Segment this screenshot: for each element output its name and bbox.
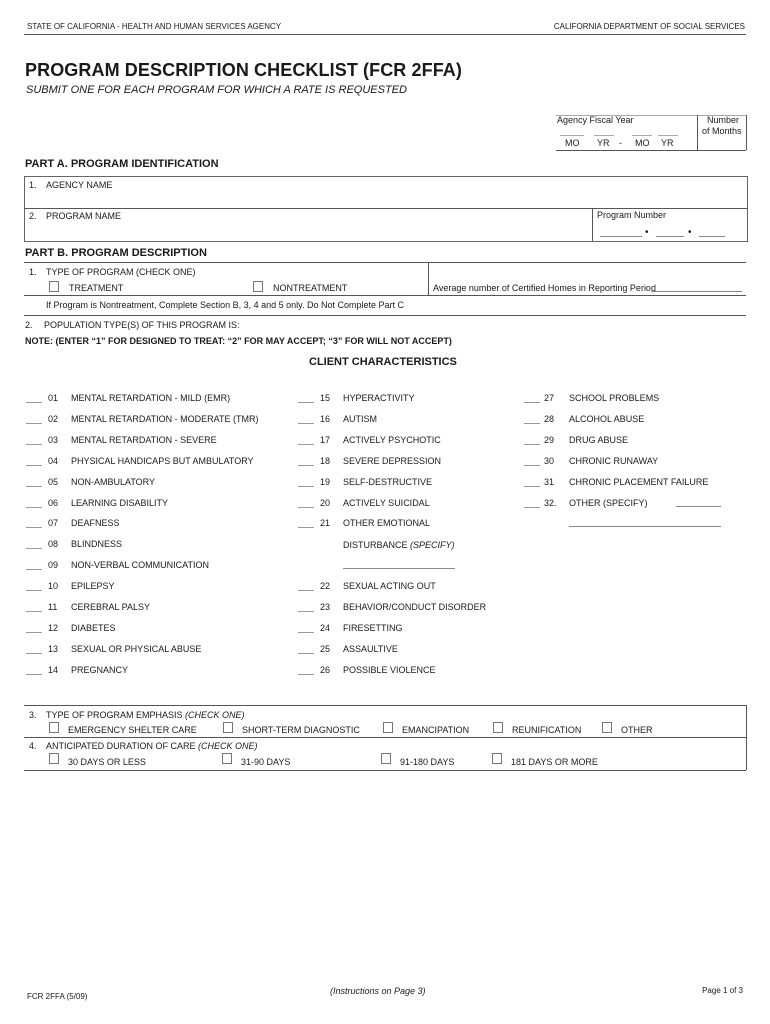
- agency-num: 1.: [29, 180, 37, 190]
- characteristic-number: 31: [544, 476, 555, 487]
- characteristic-number: 24: [320, 622, 331, 633]
- characteristic-label: SEXUAL OR PHYSICAL ABUSE: [71, 643, 202, 654]
- dur-option-label: 91-180 DAYS: [400, 757, 455, 767]
- characteristic-label: MENTAL RETARDATION - MODERATE (TMR): [71, 413, 259, 424]
- characteristic-entry-field[interactable]: [26, 674, 42, 675]
- characteristic-label: SELF-DESTRUCTIVE: [343, 476, 433, 487]
- type-num: 1.: [29, 267, 37, 277]
- characteristic-label: CHRONIC RUNAWAY: [569, 455, 659, 466]
- agency-name-label[interactable]: AGENCY NAME: [46, 180, 113, 190]
- characteristic-label: NON-AMBULATORY: [71, 476, 156, 487]
- characteristic-label: CEREBRAL PALSY: [71, 602, 151, 612]
- part-a-box: [24, 176, 748, 242]
- characteristic-entry-field[interactable]: [524, 486, 540, 487]
- emph-checkbox-4[interactable]: [602, 722, 612, 733]
- characteristic-entry-field[interactable]: [524, 465, 540, 466]
- characteristic-entry-field[interactable]: [26, 486, 42, 487]
- characteristic-entry-field[interactable]: [26, 548, 42, 549]
- disturbance-label: DISTURBANCE (SPECIFY): [343, 540, 455, 550]
- characteristic-label: NON-VERBAL COMMUNICATION: [71, 560, 210, 571]
- emph-option-label: EMANCIPATION: [402, 725, 470, 735]
- characteristic-label: MENTAL RETARDATION - SEVERE: [71, 434, 217, 445]
- characteristic-entry-field[interactable]: [26, 632, 42, 633]
- characteristic-number: 18: [320, 455, 331, 466]
- characteristic-label: ASSAULTIVE: [343, 643, 398, 654]
- emph-option-label: EMERGENCY SHELTER CARE: [68, 725, 197, 735]
- characteristic-number: 02: [48, 413, 59, 424]
- characteristic-entry-field[interactable]: [298, 423, 314, 424]
- page-subtitle: SUBMIT ONE FOR EACH PROGRAM FOR WHICH A RATE IS REQUESTED: [26, 84, 407, 96]
- program-number-bullet-1: •: [645, 227, 649, 238]
- population-num: 2.: [25, 320, 33, 330]
- characteristic-label: FIRESETTING: [343, 622, 403, 633]
- nontreatment-checkbox[interactable]: [253, 281, 263, 292]
- characteristic-label: OTHER (SPECIFY): [569, 497, 648, 508]
- agency-header: STATE OF CALIFORNIA - HEALTH AND HUMAN SERVICES AGENCY: [27, 22, 282, 31]
- treatment-label: TREATMENT: [69, 283, 124, 293]
- characteristic-entry-field[interactable]: [26, 611, 42, 612]
- treatment-checkbox[interactable]: [49, 281, 59, 292]
- characteristic-label: MENTAL RETARDATION - MILD (EMR): [71, 393, 231, 403]
- characteristic-number: 08: [48, 539, 59, 550]
- characteristic-number: 26: [320, 664, 331, 675]
- form-number: FCR 2FFA (5/09): [27, 992, 88, 1001]
- characteristic-entry-field[interactable]: [26, 444, 42, 445]
- emphasis-label: TYPE OF PROGRAM EMPHASIS (CHECK ONE): [46, 710, 245, 720]
- program-number-bullet-2: •: [688, 227, 692, 238]
- characteristic-label: CHRONIC PLACEMENT FAILURE: [569, 476, 709, 487]
- characteristic-number: 29: [544, 434, 555, 445]
- client-characteristics-heading: CLIENT CHARACTERISTICS: [309, 356, 457, 368]
- characteristic-number: 15: [320, 393, 331, 403]
- characteristic-number: 07: [48, 518, 59, 529]
- disturbance-specify-field[interactable]: [343, 568, 455, 569]
- page-title: PROGRAM DESCRIPTION CHECKLIST (FCR 2FFA): [25, 60, 463, 80]
- characteristic-number: 25: [320, 643, 331, 654]
- avg-homes-label: Average number of Certified Homes in Reporting Period: [433, 283, 656, 293]
- characteristic-entry-field[interactable]: [298, 590, 314, 591]
- characteristic-number: 17: [320, 434, 331, 445]
- characteristic-entry-field[interactable]: [298, 402, 314, 403]
- characteristic-number: 05: [48, 476, 59, 487]
- duration-num: 4.: [29, 741, 37, 751]
- characteristic-label: PHYSICAL HANDICAPS BUT AMBULATORY: [71, 455, 254, 466]
- characteristic-number: 14: [48, 664, 59, 675]
- characteristic-number: 09: [48, 560, 59, 571]
- instructions-note: (Instructions on Page 3): [330, 986, 426, 996]
- characteristic-label: EPILEPSY: [71, 581, 115, 592]
- characteristic-number: 20: [320, 497, 331, 508]
- characteristic-entry-field[interactable]: [26, 527, 42, 528]
- characteristic-entry-field[interactable]: [298, 527, 314, 528]
- characteristic-entry-field[interactable]: [298, 674, 314, 675]
- nontreatment-label: NONTREATMENT: [273, 283, 348, 293]
- characteristic-number: 01: [48, 393, 59, 403]
- fiscal-year-label: Agency Fiscal Year: [557, 115, 634, 125]
- fiscal-yr-start: YR: [597, 138, 610, 148]
- characteristic-entry-field[interactable]: [298, 486, 314, 487]
- characteristic-entry-field[interactable]: [298, 465, 314, 466]
- fiscal-mo-start: MO: [565, 138, 580, 148]
- characteristic-label: SEXUAL ACTING OUT: [343, 581, 436, 591]
- characteristic-number: 16: [320, 413, 331, 424]
- fiscal-yr-end: YR: [661, 138, 674, 148]
- characteristic-number: 13: [48, 643, 59, 654]
- characteristic-number: 22: [320, 581, 331, 591]
- characteristic-number: 21: [320, 518, 331, 529]
- dur-checkbox-0[interactable]: [49, 753, 59, 764]
- characteristic-label: POSSIBLE VIOLENCE: [343, 664, 436, 675]
- emph-checkbox-2[interactable]: [383, 722, 393, 733]
- characteristic-number: 19: [320, 476, 331, 487]
- type-of-program-label: TYPE OF PROGRAM (CHECK ONE): [46, 267, 196, 277]
- nontreatment-note: If Program is Nontreatment, Complete Section B, 3, 4 and 5 only. Do Not Complete Part C: [46, 300, 404, 310]
- dur-option-label: 30 DAYS OR LESS: [68, 757, 146, 767]
- fiscal-mo-end: MO: [635, 138, 650, 148]
- characteristic-number: 03: [48, 434, 59, 445]
- characteristic-entry-field[interactable]: [298, 444, 314, 445]
- characteristic-label: BEHAVIOR/CONDUCT DISORDER: [343, 601, 487, 612]
- characteristic-label: BLINDNESS: [71, 539, 123, 550]
- fiscal-dash: -: [619, 138, 622, 148]
- dur-checkbox-1[interactable]: [222, 753, 232, 764]
- characteristic-label: ACTIVELY SUICIDAL: [343, 497, 430, 508]
- characteristic-label: DRUG ABUSE: [569, 434, 629, 445]
- characteristic-number: 23: [320, 601, 331, 612]
- emph-option-label: OTHER: [621, 725, 653, 735]
- characteristic-number: 30: [544, 455, 555, 466]
- characteristic-label: AUTISM: [343, 413, 378, 424]
- characteristic-entry-field[interactable]: [524, 444, 540, 445]
- months-label: of Months: [702, 126, 742, 136]
- dur-checkbox-3[interactable]: [492, 753, 502, 764]
- characteristic-entry-field[interactable]: [298, 653, 314, 654]
- dur-option-label: 31-90 DAYS: [241, 757, 291, 767]
- characteristic-entry-field[interactable]: [298, 632, 314, 633]
- characteristic-label: SCHOOL PROBLEMS: [569, 393, 660, 403]
- duration-label: ANTICIPATED DURATION OF CARE (CHECK ONE): [46, 741, 258, 751]
- program-number-label: Program Number: [597, 210, 667, 220]
- characteristic-number: 04: [48, 455, 59, 466]
- characteristic-number: 10: [48, 581, 59, 592]
- characteristic-entry-field[interactable]: [26, 653, 42, 654]
- characteristic-number: 12: [48, 622, 59, 633]
- program-name-label[interactable]: PROGRAM NAME: [46, 211, 122, 221]
- emph-checkbox-0[interactable]: [49, 722, 59, 733]
- dur-checkbox-2[interactable]: [381, 753, 391, 764]
- characteristic-label: ACTIVELY PSYCHOTIC: [343, 434, 441, 445]
- characteristic-label: LEARNING DISABILITY: [71, 497, 169, 508]
- characteristic-label: SEVERE DEPRESSION: [343, 455, 442, 466]
- page-number: Page 1 of 3: [702, 986, 743, 995]
- enter-note: NOTE: (ENTER “1” FOR DESIGNED TO TREAT: “2” FOR MAY ACCEPT; “3” FOR WILL NOT ACCEPT): [25, 336, 452, 346]
- emph-checkbox-1[interactable]: [223, 722, 233, 733]
- emph-checkbox-3[interactable]: [493, 722, 503, 733]
- characteristic-label: DIABETES: [71, 622, 116, 633]
- characteristic-entry-field[interactable]: [26, 402, 42, 403]
- characteristic-entry-field[interactable]: [26, 465, 42, 466]
- characteristic-entry-field[interactable]: [26, 590, 42, 591]
- avg-homes-field[interactable]: [651, 291, 742, 292]
- emphasis-num: 3.: [29, 710, 37, 720]
- characteristic-number: 27: [544, 393, 555, 403]
- characteristic-entry-field[interactable]: [524, 423, 540, 424]
- program-num: 2.: [29, 211, 37, 221]
- department-header: CALIFORNIA DEPARTMENT OF SOCIAL SERVICES: [553, 22, 745, 31]
- population-label: POPULATION TYPE(S) OF THIS PROGRAM IS:: [44, 320, 240, 330]
- characteristic-label: PREGNANCY: [71, 664, 129, 675]
- dur-option-label: 181 DAYS OR MORE: [511, 757, 598, 767]
- number-label: Number: [707, 115, 740, 125]
- characteristic-label: HYPERACTIVITY: [343, 393, 415, 403]
- characteristic-entry-field[interactable]: [26, 507, 42, 508]
- characteristic-entry-field[interactable]: [26, 569, 42, 570]
- other-specify-line2[interactable]: [569, 526, 721, 527]
- characteristic-label: DEAFNESS: [71, 518, 120, 529]
- characteristic-label: OTHER EMOTIONAL: [343, 518, 431, 529]
- emph-option-label: REUNIFICATION: [512, 725, 582, 735]
- characteristic-entry-field[interactable]: [298, 611, 314, 612]
- other-specify-field[interactable]: [676, 506, 721, 507]
- characteristic-number: 28: [544, 413, 555, 424]
- part-a-heading: PART A. PROGRAM IDENTIFICATION: [25, 158, 219, 170]
- characteristic-number: 32.: [544, 497, 557, 508]
- characteristic-entry-field[interactable]: [26, 423, 42, 424]
- part-b-heading: PART B. PROGRAM DESCRIPTION: [25, 247, 207, 259]
- characteristic-number: 06: [48, 497, 59, 508]
- characteristic-number: 11: [48, 602, 58, 612]
- characteristic-entry-field[interactable]: [524, 402, 540, 403]
- characteristic-entry-field[interactable]: [298, 507, 314, 508]
- emph-option-label: SHORT-TERM DIAGNOSTIC: [242, 725, 360, 735]
- characteristic-entry-field[interactable]: [524, 507, 540, 508]
- characteristic-label: ALCOHOL ABUSE: [569, 413, 645, 424]
